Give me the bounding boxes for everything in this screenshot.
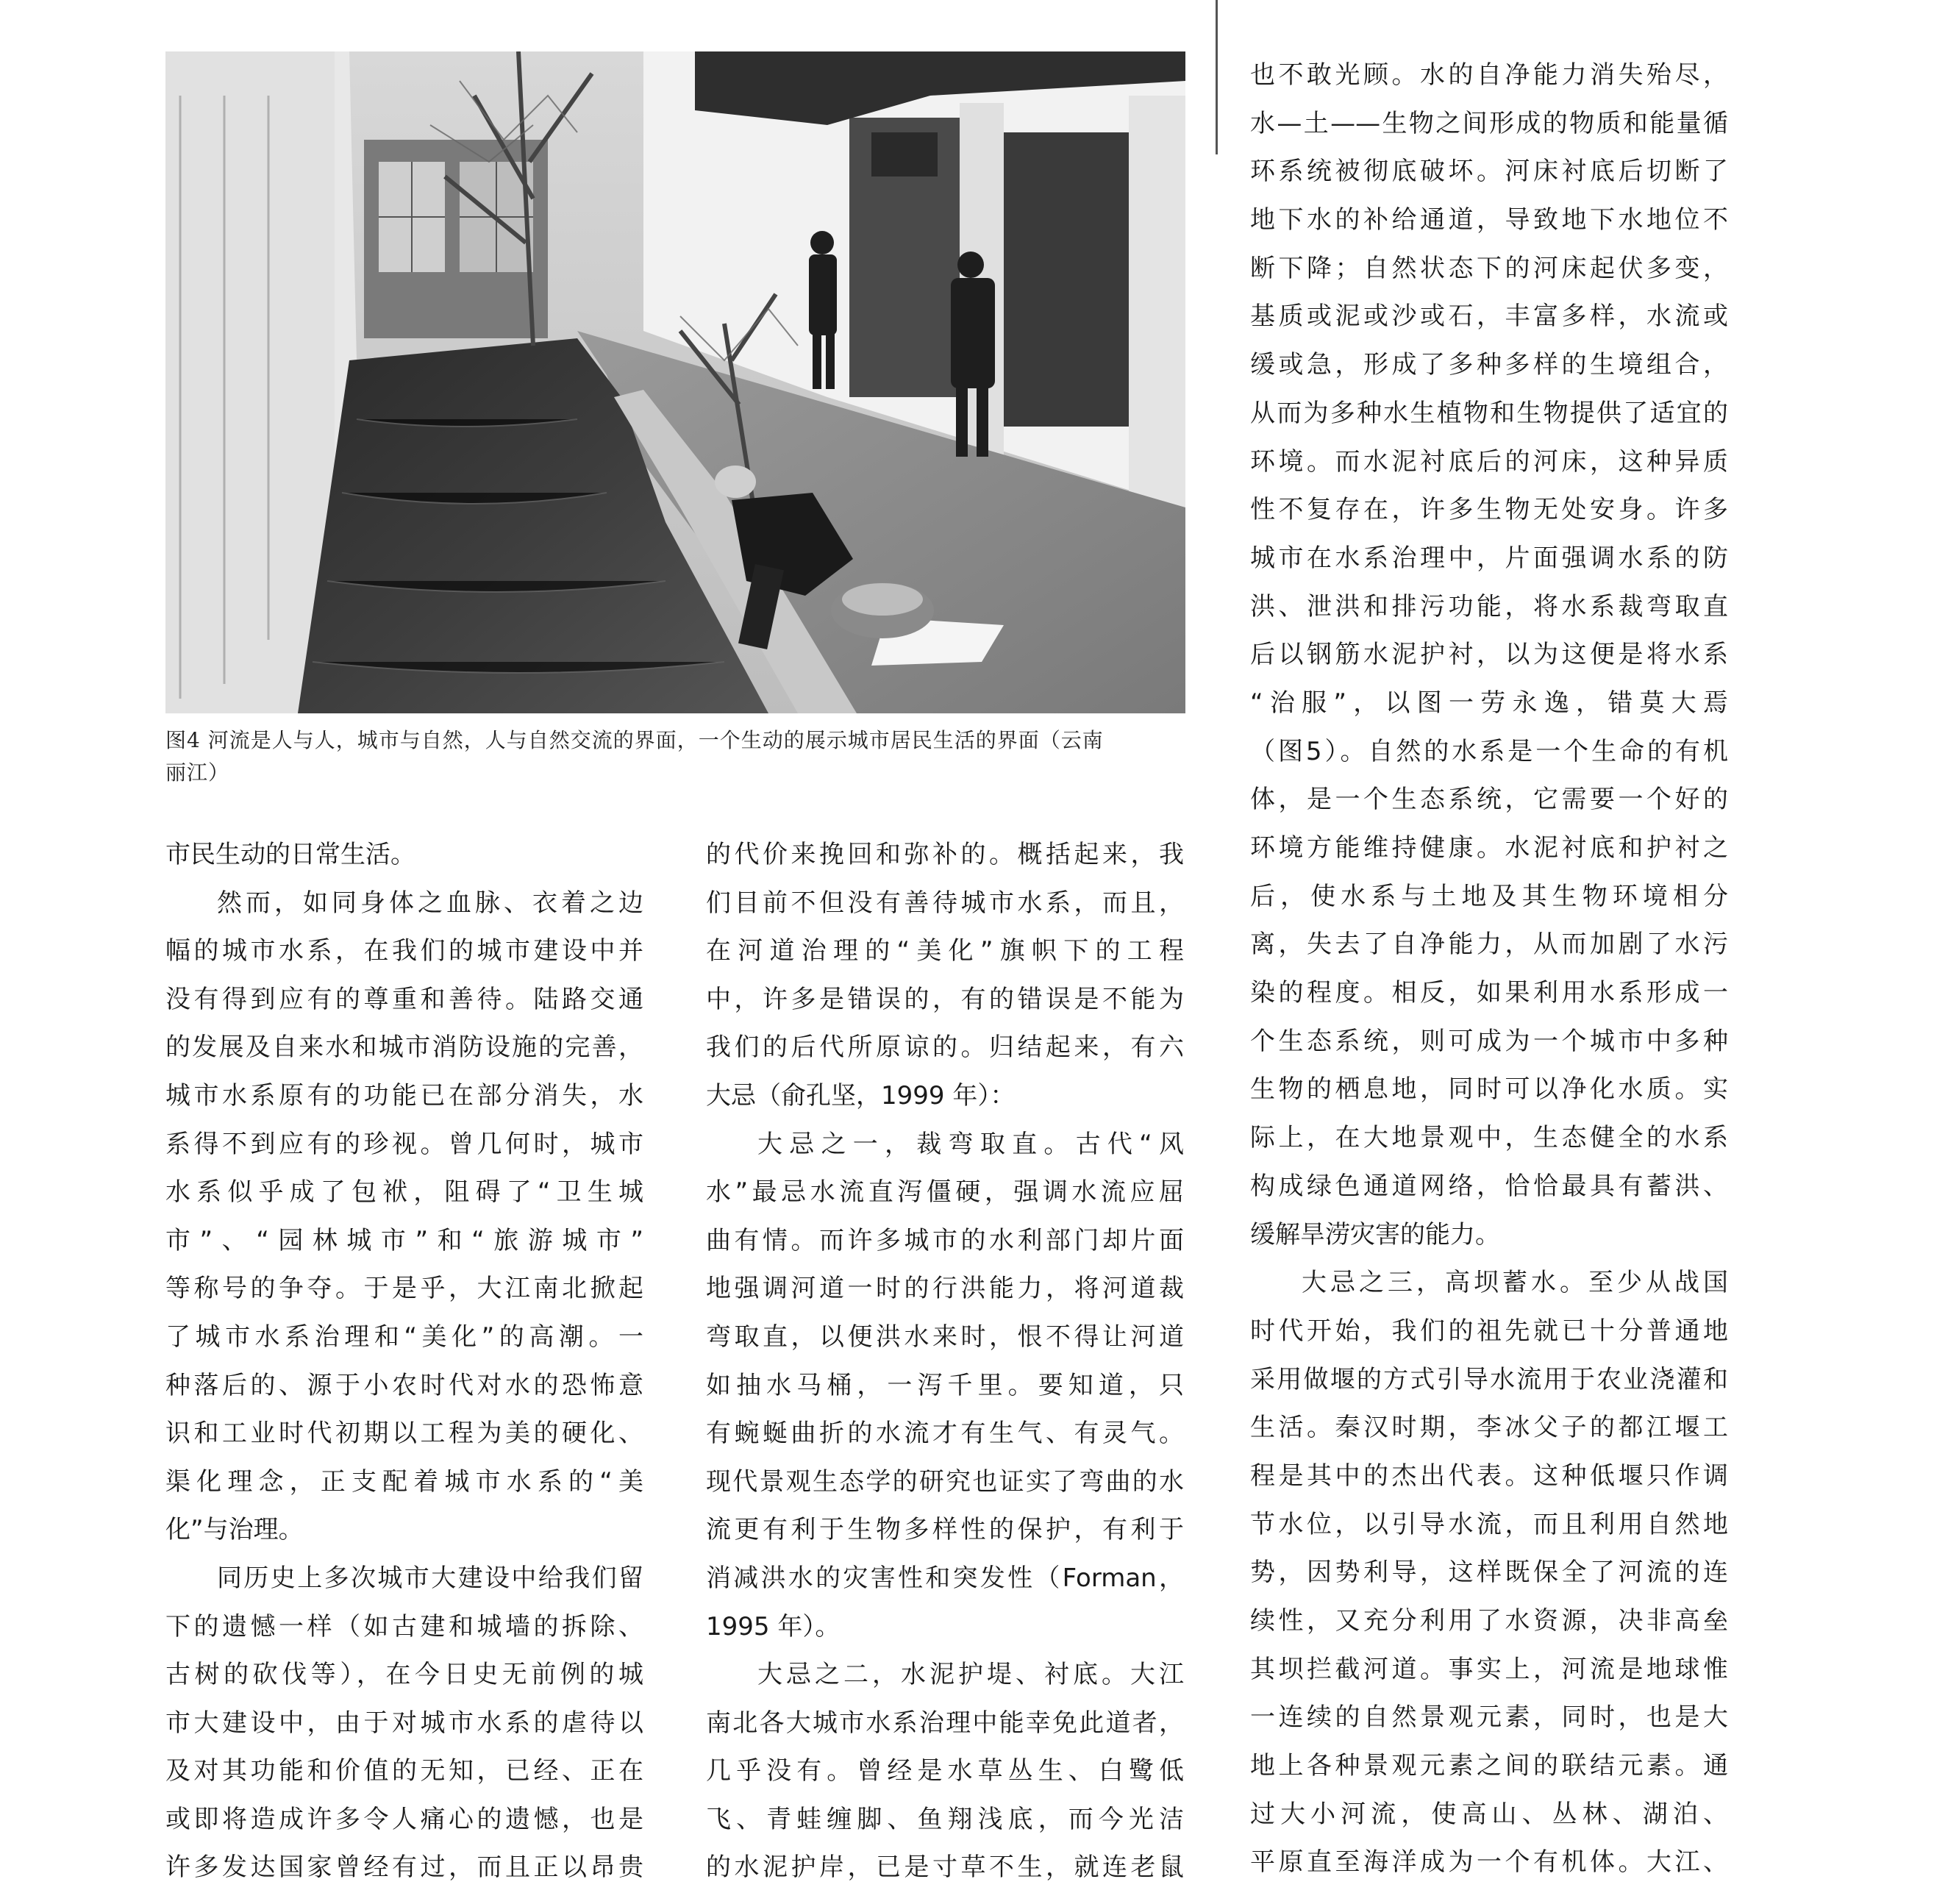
text-line: 等称号的争夺。于是乎，大江南北掀起 xyxy=(165,1274,643,1304)
text-line: 下的遗憾一样（如古建和城墙的拆除、 xyxy=(165,1611,643,1641)
text-line: 基质或泥或沙或石，丰富多样，水流或 xyxy=(1250,302,1728,332)
figure-caption xyxy=(165,724,1195,789)
text-line: 个生态系统，则可成为一个城市中多种 xyxy=(1250,1026,1728,1056)
text-line: 系得不到应有的珍视。曾几何时，城市 xyxy=(165,1129,643,1159)
text-line: 及对其功能和价值的无知，已经、正在 xyxy=(165,1756,643,1786)
text-line: 我们的后代所原谅的。归结起来，有六 xyxy=(706,1033,1184,1063)
text-line: 生物的栖息地，同时可以净化水质。实 xyxy=(1250,1074,1728,1105)
text-line: 采用做堰的方式引导水流用于农业浇灌和 xyxy=(1250,1364,1728,1394)
text-line: 渠化理念，正支配着城市水系的“美 xyxy=(165,1466,643,1497)
text-line: 飞、青蛙缠脚、鱼翔浅底，而今光洁 xyxy=(706,1804,1184,1834)
text-line: 际上，在大地景观中，生态健全的水系 xyxy=(1250,1123,1728,1153)
text-line: 后以钢筋水泥护衬，以为这便是将水系 xyxy=(1250,640,1728,670)
text-line: 中，许多是错误的，有的错误是不能为 xyxy=(706,984,1184,1014)
text-line: 大忌之三，高坝蓄水。至少从战国 xyxy=(1302,1268,1728,1298)
text-line: 续性，又充分利用了水资源，决非高垒 xyxy=(1250,1606,1728,1636)
text-line: 现代景观生态学的研究也证实了弯曲的水 xyxy=(706,1466,1184,1497)
text-line: 水—土——生物之间形成的物质和能量循 xyxy=(1250,108,1728,138)
text-line: 市”、“园林城市”和“旅游城市” xyxy=(165,1225,643,1255)
caption-line: 丽江） xyxy=(165,760,230,785)
text-line: 们目前不但没有善待城市水系，而且， xyxy=(706,888,1184,918)
text-column-middle xyxy=(706,831,1184,1892)
text-line: 南北各大城市水系治理中能幸免此道者， xyxy=(706,1708,1184,1738)
text-line: 洪、泄洪和排污功能，将水系裁弯取直 xyxy=(1250,591,1728,621)
text-line: 有蜿蜒曲折的水流才有生气、有灵气。 xyxy=(706,1419,1184,1449)
top-rule-line xyxy=(1216,0,1218,154)
text-line: 也不敢光顾。水的自净能力消失殆尽， xyxy=(1250,60,1728,90)
text-line: 程是其中的杰出代表。这种低堰只作调 xyxy=(1250,1461,1728,1491)
text-line: 古树的砍伐等），在今日史无前例的城 xyxy=(165,1660,643,1690)
text-line: 幅的城市水系，在我们的城市建设中并 xyxy=(165,936,643,966)
text-line: 环系统被彻底破坏。河床衬底后切断了 xyxy=(1250,157,1728,187)
text-column-left xyxy=(165,831,643,1892)
text-line: 市民生动的日常生活。 xyxy=(165,840,415,869)
text-line: 如抽水马桶，一泻千里。要知道，只 xyxy=(706,1370,1184,1400)
text-line: 一连续的自然景观元素，同时，也是大 xyxy=(1250,1702,1728,1733)
text-line: 其坝拦截河道。事实上，河流是地球惟 xyxy=(1250,1654,1728,1684)
text-line: 缓或急，形成了多种多样的生境组合， xyxy=(1250,350,1728,380)
text-line: 水”最忌水流直泻僵硬，强调水流应屈 xyxy=(706,1177,1184,1208)
text-line: 弯取直，以便洪水来时，恨不得让河道 xyxy=(706,1322,1184,1352)
text-line: 许多发达国家曾经有过，而且正以昂贵 xyxy=(165,1853,643,1883)
text-line: 识和工业时代初期以工程为美的硬化、 xyxy=(165,1419,643,1449)
text-line: 从而为多种水生植物和生物提供了适宜的 xyxy=(1250,398,1728,428)
text-line: 在河道治理的“美化”旗帜下的工程 xyxy=(706,936,1184,966)
text-line: 化”与治理。 xyxy=(165,1515,304,1545)
text-line: 断下降；自然状态下的河床起伏多变， xyxy=(1250,253,1728,283)
text-line: 种落后的、源于小农时代对水的恐怖意 xyxy=(165,1370,643,1400)
text-line: 性不复存在，许多生物无处安身。许多 xyxy=(1250,495,1728,525)
text-line: 1995 年）。 xyxy=(706,1611,841,1641)
text-line: 环境方能维持健康。水泥衬底和护衬之 xyxy=(1250,833,1728,863)
text-line: “治服”，以图一劳永逸，错莫大焉 xyxy=(1250,688,1728,718)
text-line: 地上各种景观元素之间的联结元素。通 xyxy=(1250,1751,1728,1781)
text-line: 离，失去了自净能力，从而加剧了水污 xyxy=(1250,930,1728,960)
text-line: 地强调河道一时的行洪能力，将河道裁 xyxy=(706,1274,1184,1304)
text-line: 消减洪水的灾害性和突发性（Forman， xyxy=(706,1563,1184,1593)
text-line: 染的程度。相反，如果利用水系形成一 xyxy=(1250,978,1728,1008)
text-line: 大忌之一，裁弯取直。古代“风 xyxy=(757,1129,1184,1159)
text-line: 流更有利于生物多样性的保护，有利于 xyxy=(706,1515,1184,1545)
text-line: 没有得到应有的尊重和善待。陆路交通 xyxy=(165,984,643,1014)
river-photograph xyxy=(165,51,1185,713)
text-line: 几乎没有。曾经是水草丛生、白鹭低 xyxy=(706,1756,1184,1786)
text-line: 大忌之二，水泥护堤、衬底。大江 xyxy=(757,1660,1184,1690)
text-line: 地下水的补给通道，导致地下水地位不 xyxy=(1250,205,1728,235)
text-line: 的发展及自来水和城市消防设施的完善， xyxy=(165,1033,643,1063)
text-column-right xyxy=(1250,51,1728,1887)
caption-line: 图4 河流是人与人，城市与自然，人与自然交流的界面，一个生动的展示城市居民生活的界面（云南 xyxy=(165,728,1104,752)
text-line: 大忌（俞孔坚，1999 年）： xyxy=(706,1080,1016,1110)
text-line: 体，是一个生态系统，它需要一个好的 xyxy=(1250,785,1728,815)
text-line: 水系似乎成了包袱，阻碍了“卫生城 xyxy=(165,1177,643,1208)
text-line: 市大建设中，由于对城市水系的虐待以 xyxy=(165,1708,643,1738)
photo-illustration xyxy=(165,51,1185,713)
text-line: 城市水系原有的功能已在部分消失，水 xyxy=(165,1080,643,1110)
text-line: 构成绿色通道网络，恰恰最具有蓄洪、 xyxy=(1250,1171,1728,1201)
text-line: 平原直至海洋成为一个有机体。大江、 xyxy=(1250,1847,1728,1878)
text-line: 缓解旱涝灾害的能力。 xyxy=(1250,1219,1500,1249)
text-line: 了城市水系治理和“美化”的高潮。一 xyxy=(165,1322,643,1352)
text-line: 生活。秦汉时期，李冰父子的都江堰工 xyxy=(1250,1413,1728,1443)
text-line: 时代开始，我们的祖先就已十分普通地 xyxy=(1250,1316,1728,1346)
text-line: 的代价来挽回和弥补的。概括起来，我 xyxy=(706,840,1184,869)
text-line: 或即将造成许多令人痛心的遗憾，也是 xyxy=(165,1804,643,1834)
text-line: 同历史上多次城市大建设中给我们留 xyxy=(217,1563,643,1593)
text-line: （图5）。自然的水系是一个生命的有机 xyxy=(1250,736,1728,766)
text-line: 过大小河流，使高山、丛林、湖泊、 xyxy=(1250,1799,1728,1829)
text-line: 节水位，以引导水流，而且利用自然地 xyxy=(1250,1509,1728,1539)
text-line: 然而，如同身体之血脉、衣着之边 xyxy=(217,888,643,918)
text-line: 曲有情。而许多城市的水利部门却片面 xyxy=(706,1225,1184,1255)
text-line: 的水泥护岸，已是寸草不生，就连老鼠 xyxy=(706,1853,1184,1883)
text-line: 后，使水系与土地及其生物环境相分 xyxy=(1250,881,1728,911)
text-line: 势，因势利导，这样既保全了河流的连 xyxy=(1250,1558,1728,1588)
text-line: 城市在水系治理中，片面强调水系的防 xyxy=(1250,543,1728,573)
text-line: 环境。而水泥衬底后的河床，这种异质 xyxy=(1250,446,1728,477)
